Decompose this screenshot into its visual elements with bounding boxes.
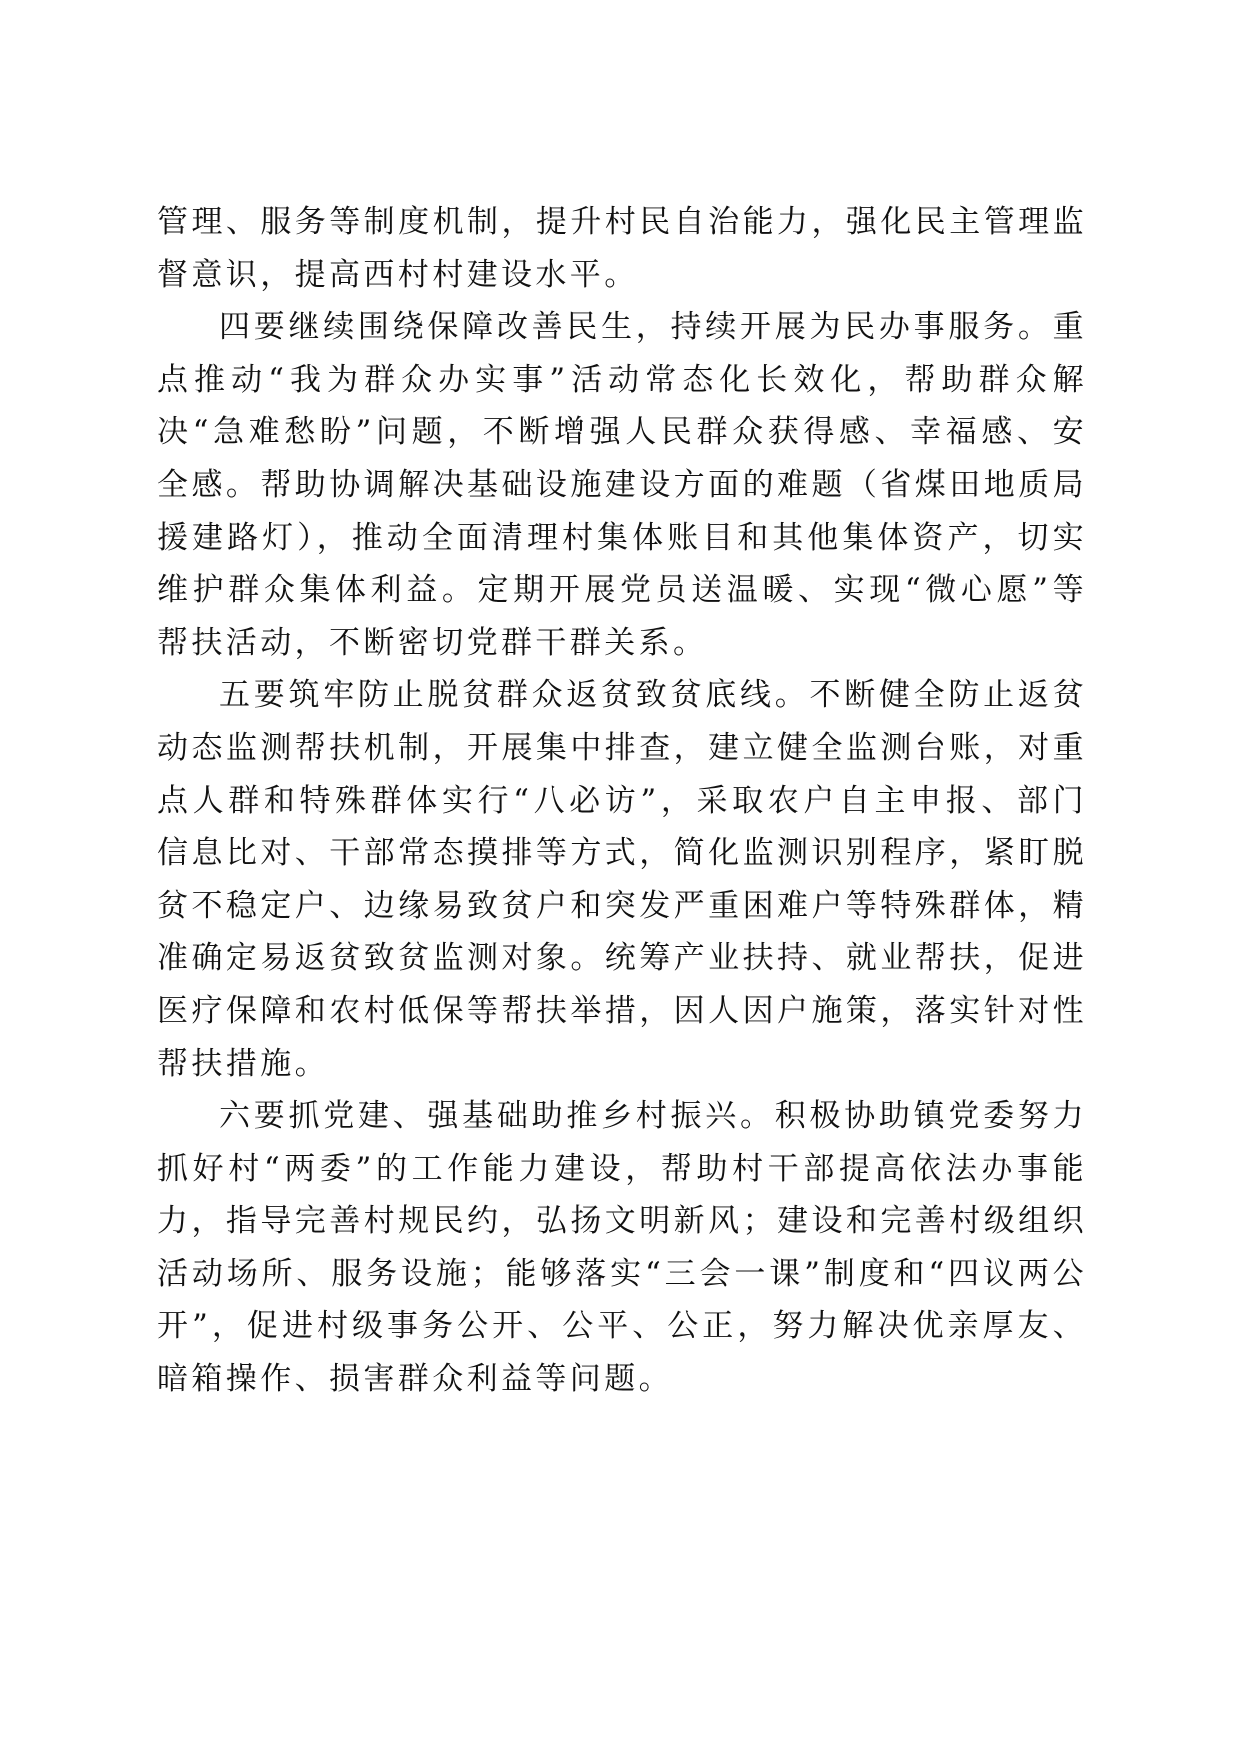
paragraph-five-poverty-prevention: 五要筑牢防止脱贫群众返贫致贫底线。不断健全防止返贫动态监测帮扶机制，开展集中排查，建立健全监测台账，对重点人群和特殊群体实行“八必访”，采取农户自主申报、部门信息比对、干部常态摸排等方式，简化监测识别程序，紧盯脱贫不稳定户、边缘易致贫户和突发严重困难户等特殊群体，精准确定易返贫致贫监测对象。统筹产业扶持、就业帮扶，促进医疗保障和农村低保等帮扶举措，因人因户施策，落实针对性帮扶措施。 bbox=[157, 677, 1087, 1082]
paragraph-six-party-building: 六要抓党建、强基础助推乡村振兴。积极协助镇党委努力抓好村“两委”的工作能力建设，帮助村干部提高依法办事能力，指导完善村规民约，弘扬文明新风；建设和完善村级组织活动场所、服务设施；能够落实“三会一课”制度和“四议两公开”，促进村级事务公开、公平、公正，努力解决优亲厚友、暗箱操作、损害群众利益等问题。 bbox=[157, 1098, 1087, 1398]
paragraph-continued: 管理、服务等制度机制，提升村民自治能力，强化民主管理监督意识，提高西村村建设水平。 bbox=[157, 204, 1087, 293]
document-body bbox=[157, 196, 1087, 1406]
paragraph-four-livelihood: 四要继续围绕保障改善民生，持续开展为民办事服务。重点推动“我为群众办实事”活动常态化长效化，帮助群众解决“急难愁盼”问题，不断增强人民群众获得感、幸福感、安全感。帮助协调解决基础设施建设方面的难题（省煤田地质局援建路灯），推动全面清理村集体账目和其他集体资产，切实维护群众集体利益。定期开展党员送温暖、实现“微心愿”等帮扶活动，不断密切党群干群关系。 bbox=[157, 309, 1087, 661]
